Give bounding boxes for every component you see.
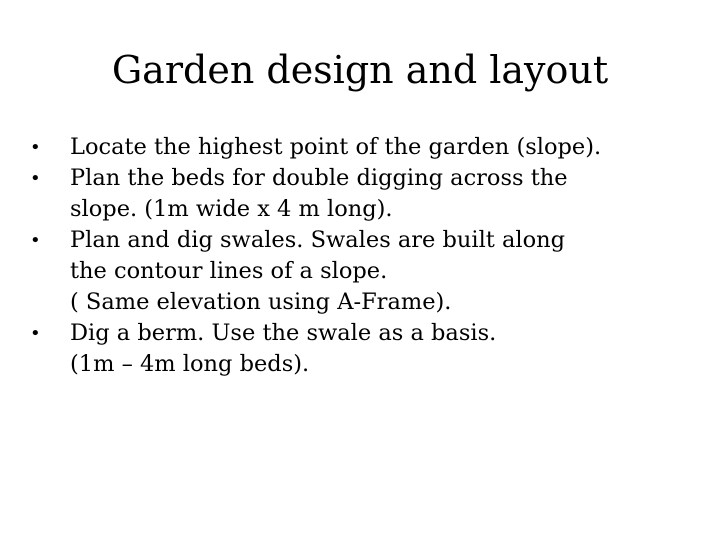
bullet-text-line: ( Same elevation using A-Frame). bbox=[70, 289, 452, 315]
bullet-text-line: Locate the highest point of the garden (slope). bbox=[70, 134, 602, 160]
bullet-list bbox=[24, 132, 694, 380]
bullet-item bbox=[24, 318, 694, 380]
bullet-text-line: (1m – 4m long beds). bbox=[70, 351, 310, 377]
bullet-icon: • bbox=[30, 168, 41, 189]
bullet-text-line: Plan and dig swales. Swales are built along bbox=[70, 227, 566, 253]
bullet-item bbox=[24, 132, 694, 163]
bullet-icon: • bbox=[30, 323, 41, 344]
bullet-text-line: Dig a berm. Use the swale as a basis. bbox=[70, 320, 497, 346]
bullet-text-line: Plan the beds for double digging across the bbox=[70, 165, 568, 191]
bullet-item bbox=[24, 225, 694, 318]
bullet-text-line: the contour lines of a slope. bbox=[70, 258, 388, 284]
bullet-item bbox=[24, 163, 694, 225]
bullet-icon: • bbox=[30, 137, 41, 158]
bullet-icon: • bbox=[30, 230, 41, 251]
bullet-text-line: slope. (1m wide x 4 m long). bbox=[70, 196, 393, 222]
slide-title: Garden design and layout bbox=[111, 48, 609, 92]
